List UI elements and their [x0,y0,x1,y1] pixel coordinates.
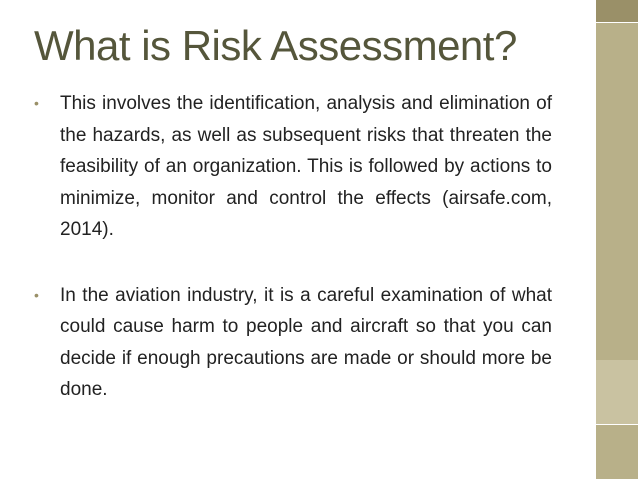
side-accent-bar [596,0,638,479]
side-accent-block-top [596,0,638,22]
bullet-list [34,88,552,406]
bullet-icon: • [34,286,39,303]
side-accent-block-bottom [596,360,638,424]
slide-title: What is Risk Assessment? [34,22,517,69]
side-divider [596,424,638,425]
bullet-icon: • [34,95,39,111]
bullet-text: This involves the identification, analysis and elimination of the hazards, as well as subsequent risks that threaten the feasibility of an organization. This is followed by actions to minimize, monitor and control the effects (airsafe.com, 2014). [60,93,552,240]
bullet-text: In the aviation industry, it is a careful examination of what could cause harm to people and aircraft so that you can decide if enough precautions are made or should more be done. [60,284,552,400]
bullet-item [34,88,552,246]
bullet-item [34,280,552,406]
side-divider [596,22,638,23]
